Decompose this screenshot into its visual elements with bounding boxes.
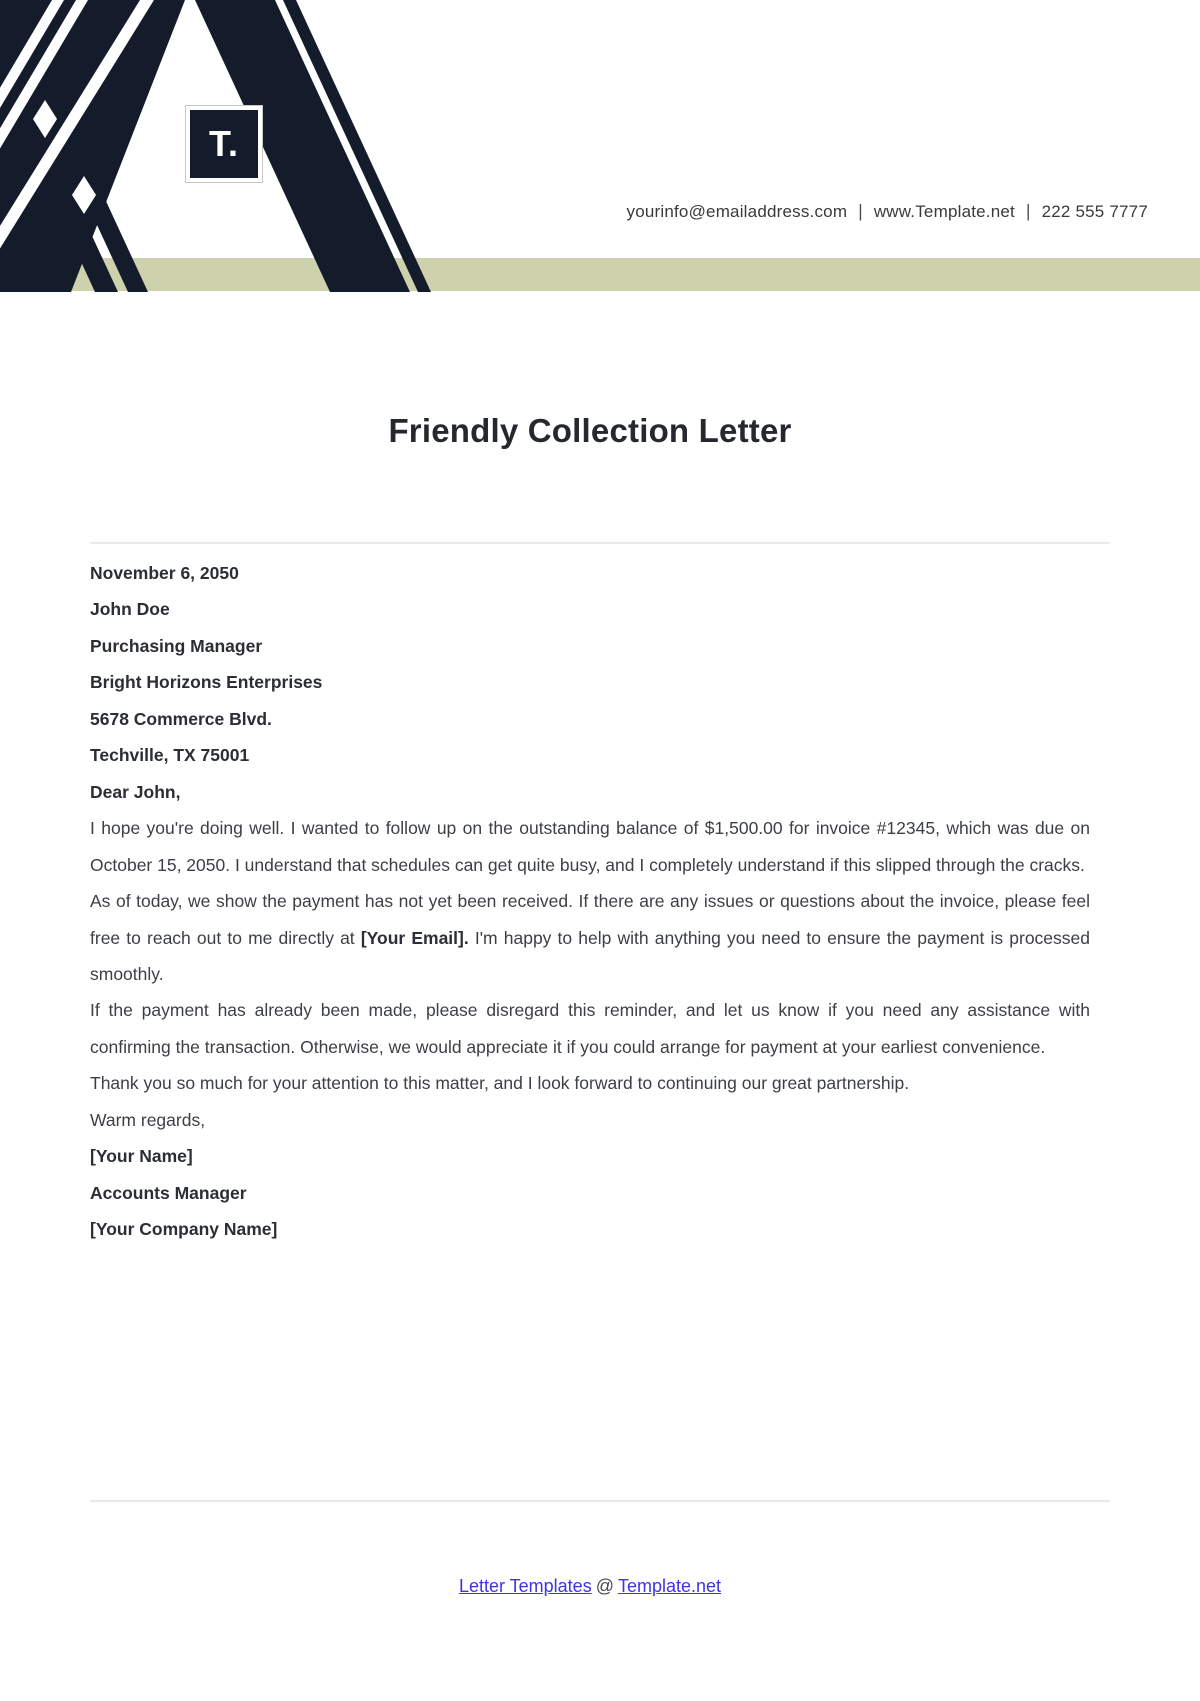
header-contact-line [627, 202, 1149, 222]
signature-name: [Your Name] [90, 1146, 193, 1167]
bottom-divider [90, 1500, 1110, 1502]
brand-logo-text: T. [190, 110, 258, 178]
recipient-company: Bright Horizons Enterprises [90, 672, 323, 693]
brand-logo [185, 105, 263, 183]
contact-separator: | [858, 201, 863, 222]
signature-company: [Your Company Name] [90, 1219, 278, 1240]
letter-body [90, 555, 1090, 1248]
paragraph-3: If the payment has already been made, please disregard this reminder, and let us know if you need any assistance with confirming the transaction. Otherwise, we would appreciate it if you could arrange for payment at your earliest convenience. [90, 1000, 1090, 1057]
contact-website: www.Template.net [873, 202, 1015, 221]
contact-email: yourinfo@emailaddress.com [626, 202, 848, 221]
paragraph-2 [90, 883, 1090, 992]
closing: Warm regards, [90, 1109, 206, 1130]
at-symbol: @ [595, 1576, 614, 1596]
recipient-name: John Doe [90, 599, 170, 620]
paragraph-2-text-after: I'm happy to help with anything you need to ensure the payment is processed smoothly. [90, 927, 1090, 984]
recipient-street: 5678 Commerce Blvd. [90, 708, 272, 729]
letter-templates-link[interactable]: Letter Templates [458, 1576, 592, 1596]
signature-title: Accounts Manager [90, 1182, 247, 1203]
contact-phone: 222 555 7777 [1041, 202, 1148, 221]
paragraph-4: Thank you so much for your attention to this matter, and I look forward to continuing our great partnership. [90, 1073, 910, 1094]
recipient-title: Purchasing Manager [90, 635, 263, 656]
recipient-city: Techville, TX 75001 [90, 745, 250, 766]
template-net-link[interactable]: Template.net [617, 1576, 722, 1596]
letter-date: November 6, 2050 [90, 563, 239, 583]
paragraph-2-text: As of today, we show the payment has not yet been received. If there are any issues or questions about the invoice, please feel free to reach out to me directly at [90, 891, 1090, 948]
contact-separator: | [1025, 201, 1031, 222]
salutation: Dear John, [90, 781, 181, 802]
page-title: Friendly Collection Letter [388, 412, 792, 449]
your-email-placeholder: [Your Email]. [360, 927, 469, 948]
paragraph-1: I hope you're doing well. I wanted to follow up on the outstanding balance of $1,500.00 for invoice #12345, which was due on October 15, 2050. I understand that schedules can get quite busy, and I completely understand if this slipped through the cracks. [90, 818, 1090, 875]
top-divider [90, 542, 1110, 544]
footer [90, 1576, 1090, 1597]
